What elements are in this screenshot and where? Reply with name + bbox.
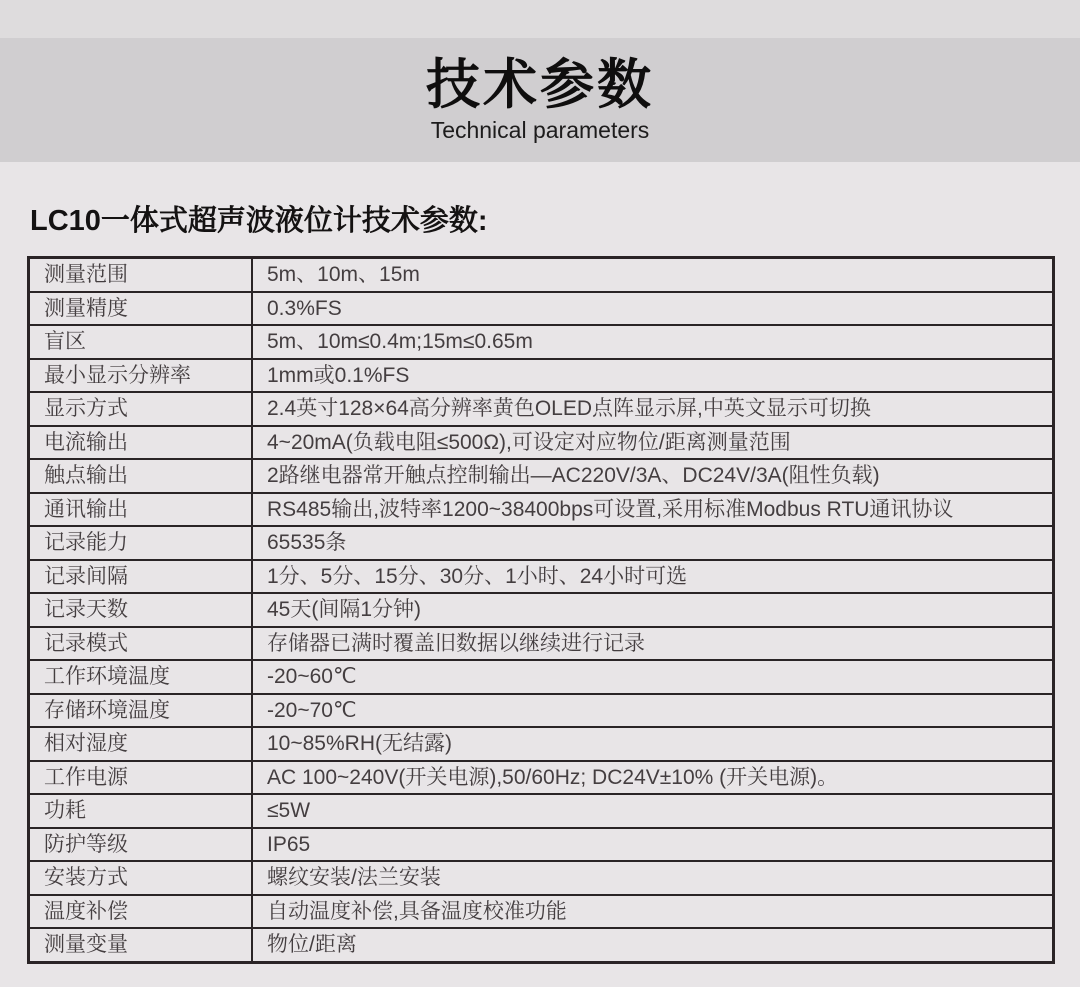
- param-label: 记录模式: [29, 627, 253, 661]
- param-label: 记录间隔: [29, 560, 253, 594]
- param-value: 0.3%FS: [252, 292, 1054, 326]
- param-label: 记录天数: [29, 593, 253, 627]
- param-value: 4~20mA(负载电阻≤500Ω),可设定对应物位/距离测量范围: [252, 426, 1054, 460]
- table-row: [29, 660, 1054, 694]
- table-row: [29, 593, 1054, 627]
- param-label: 相对湿度: [29, 727, 253, 761]
- param-value: 存储器已满时覆盖旧数据以继续进行记录: [252, 627, 1054, 661]
- param-label: 功耗: [29, 794, 253, 828]
- param-label: 通讯输出: [29, 493, 253, 527]
- param-value: 5m、10m、15m: [252, 258, 1054, 292]
- content: [0, 200, 1080, 964]
- param-label: 最小显示分辨率: [29, 359, 253, 393]
- param-value: 自动温度补偿,具备温度校准功能: [252, 895, 1054, 929]
- param-value: 2.4英寸128×64高分辨率黄色OLED点阵显示屏,中英文显示可切换: [252, 392, 1054, 426]
- param-label: 电流输出: [29, 426, 253, 460]
- table-row: [29, 895, 1054, 929]
- spec-table: [27, 256, 1055, 964]
- param-label: 盲区: [29, 325, 253, 359]
- table-row: [29, 426, 1054, 460]
- param-value: ≤5W: [252, 794, 1054, 828]
- param-label: 防护等级: [29, 828, 253, 862]
- table-row: [29, 459, 1054, 493]
- param-label: 安装方式: [29, 861, 253, 895]
- param-value: RS485输出,波特率1200~38400bps可设置,采用标准Modbus RTU通讯协议: [252, 493, 1054, 527]
- param-label: 温度补偿: [29, 895, 253, 929]
- table-row: [29, 627, 1054, 661]
- table-row: [29, 694, 1054, 728]
- param-value: AC 100~240V(开关电源),50/60Hz; DC24V±10% (开关电源)。: [252, 761, 1054, 795]
- param-value: 螺纹安装/法兰安装: [252, 861, 1054, 895]
- param-label: 触点输出: [29, 459, 253, 493]
- param-value: IP65: [252, 828, 1054, 862]
- table-row: [29, 258, 1054, 292]
- table-row: [29, 526, 1054, 560]
- param-value: 5m、10m≤0.4m;15m≤0.65m: [252, 325, 1054, 359]
- param-label: 工作电源: [29, 761, 253, 795]
- param-value: -20~60℃: [252, 660, 1054, 694]
- spec-table-body: [29, 258, 1054, 963]
- param-value: 1分、5分、15分、30分、1小时、24小时可选: [252, 560, 1054, 594]
- table-row: [29, 493, 1054, 527]
- section-title: LC10一体式超声波液位计技术参数:: [30, 205, 488, 237]
- table-row: [29, 292, 1054, 326]
- param-value: 2路继电器常开触点控制输出—AC220V/3A、DC24V/3A(阻性负载): [252, 459, 1054, 493]
- table-row: [29, 861, 1054, 895]
- param-label: 记录能力: [29, 526, 253, 560]
- param-label: 存储环境温度: [29, 694, 253, 728]
- param-label: 工作环境温度: [29, 660, 253, 694]
- top-strip: [0, 0, 1080, 38]
- page-subtitle: Technical parameters: [430, 116, 650, 143]
- table-row: [29, 828, 1054, 862]
- table-row: [29, 928, 1054, 962]
- table-row: [29, 761, 1054, 795]
- table-row: [29, 325, 1054, 359]
- param-value: 10~85%RH(无结露): [252, 727, 1054, 761]
- param-value: 45天(间隔1分钟): [252, 593, 1054, 627]
- param-label: 显示方式: [29, 392, 253, 426]
- param-label: 测量精度: [29, 292, 253, 326]
- param-value: 65535条: [252, 526, 1054, 560]
- table-row: [29, 359, 1054, 393]
- table-row: [29, 560, 1054, 594]
- param-label: 测量范围: [29, 258, 253, 292]
- table-row: [29, 392, 1054, 426]
- param-value: 1mm或0.1%FS: [252, 359, 1054, 393]
- table-row: [29, 794, 1054, 828]
- param-value: 物位/距离: [252, 928, 1054, 962]
- param-label: 测量变量: [29, 928, 253, 962]
- page-title: 技术参数: [426, 55, 654, 116]
- param-value: -20~70℃: [252, 694, 1054, 728]
- header-band: [0, 38, 1080, 162]
- table-row: [29, 727, 1054, 761]
